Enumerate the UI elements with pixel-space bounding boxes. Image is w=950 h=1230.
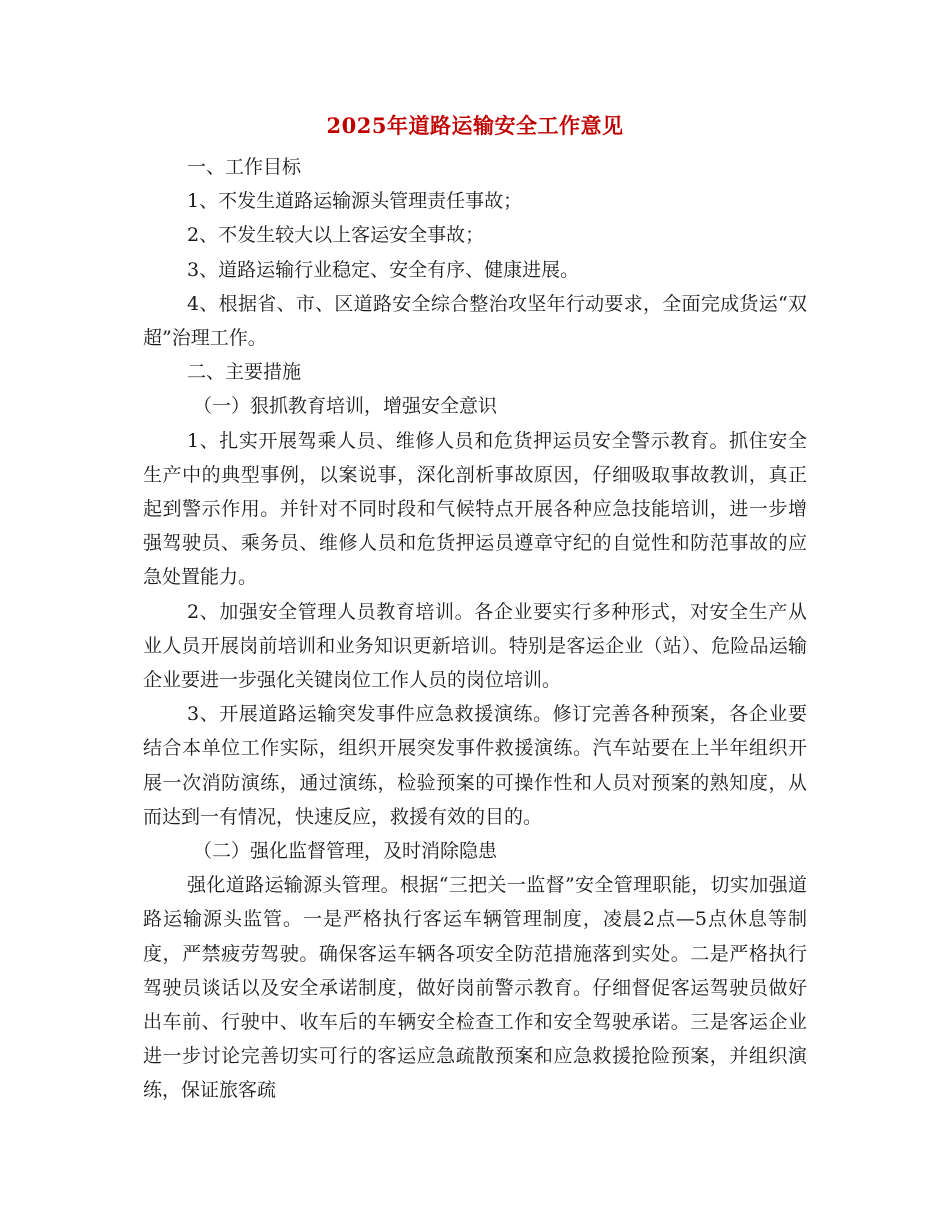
goal-item-2: 2、不发生较大以上客运安全事故； [187,224,485,247]
measure-item-3: 3、开展道路运输突发事件应急救援演练。修订完善各种预案，各企业要结合本单位工作实际，组织开展突发事件救援演练。汽车站要在上半年组织开展一次消防演练，通过演练，检验预案的可操作性和人员对预案的熟知度，从而达到一有情况，快速反应，救援有效的目的。 [143,703,807,828]
heading-main-measures: 二、主要措施 [187,361,302,384]
subheading-education-training: （一）狠抓教育培训，增强安全意识 [193,395,498,418]
measure-item-2: 2、加强安全管理人员教育培训。各企业要实行多种形式，对安全生产从业人员开展岗前培训和业务知识更新培训。特别是客运企业（站）、危险品运输企业要进一步强化关键岗位工作人员的岗位培训。 [143,600,807,692]
document-title: 2025年道路运输安全工作意见 [326,113,624,138]
subheading-supervision: （二）强化监督管理，及时消除隐患 [193,840,498,863]
document-body [143,150,807,1108]
goal-item-1: 1、不发生道路运输源头管理责任事故； [187,190,523,213]
measure-item-1: 1、扎实开展驾乘人员、维修人员和危货押运员安全警示教育。抓住安全生产中的典型事例，以案说事，深化剖析事故原因，仔细吸取事故教训，真正起到警示作用。并针对不同时段和气候特点开展各种应急技能培训，进一步增强驾驶员、乘务员、维修人员和危货押运员遵章守纪的自觉性和防范事故的应急处置能力。 [143,429,807,589]
goal-item-4: 4、根据省、市、区道路安全综合整治攻坚年行动要求，全面完成货运“双超”治理工作。 [143,292,807,350]
goal-item-3: 3、道路运输行业稳定、安全有序、健康进展。 [187,258,580,281]
supervision-paragraph: 强化道路运输源头管理。根据“三把关一监督”安全管理职能，切实加强道路运输源头监管。一是严格执行客运车辆管理制度，凌晨2点—5点休息等制度，严禁疲劳驾驶。确保客运车辆各项安全防范措施落到实处。二是严格执行驾驶员谈话以及安全承诺制度，做好岗前警示教育。仔细督促客运驾驶员做好出车前、行驶中、收车后的车辆安全检查工作和安全驾驶承诺。三是客运企业进一步讨论完善切实可行的客运应急疏散预案和应急救援抢险预案，并组织演练，保证旅客疏 [143,874,807,1102]
heading-work-goals: 一、工作目标 [187,156,302,178]
